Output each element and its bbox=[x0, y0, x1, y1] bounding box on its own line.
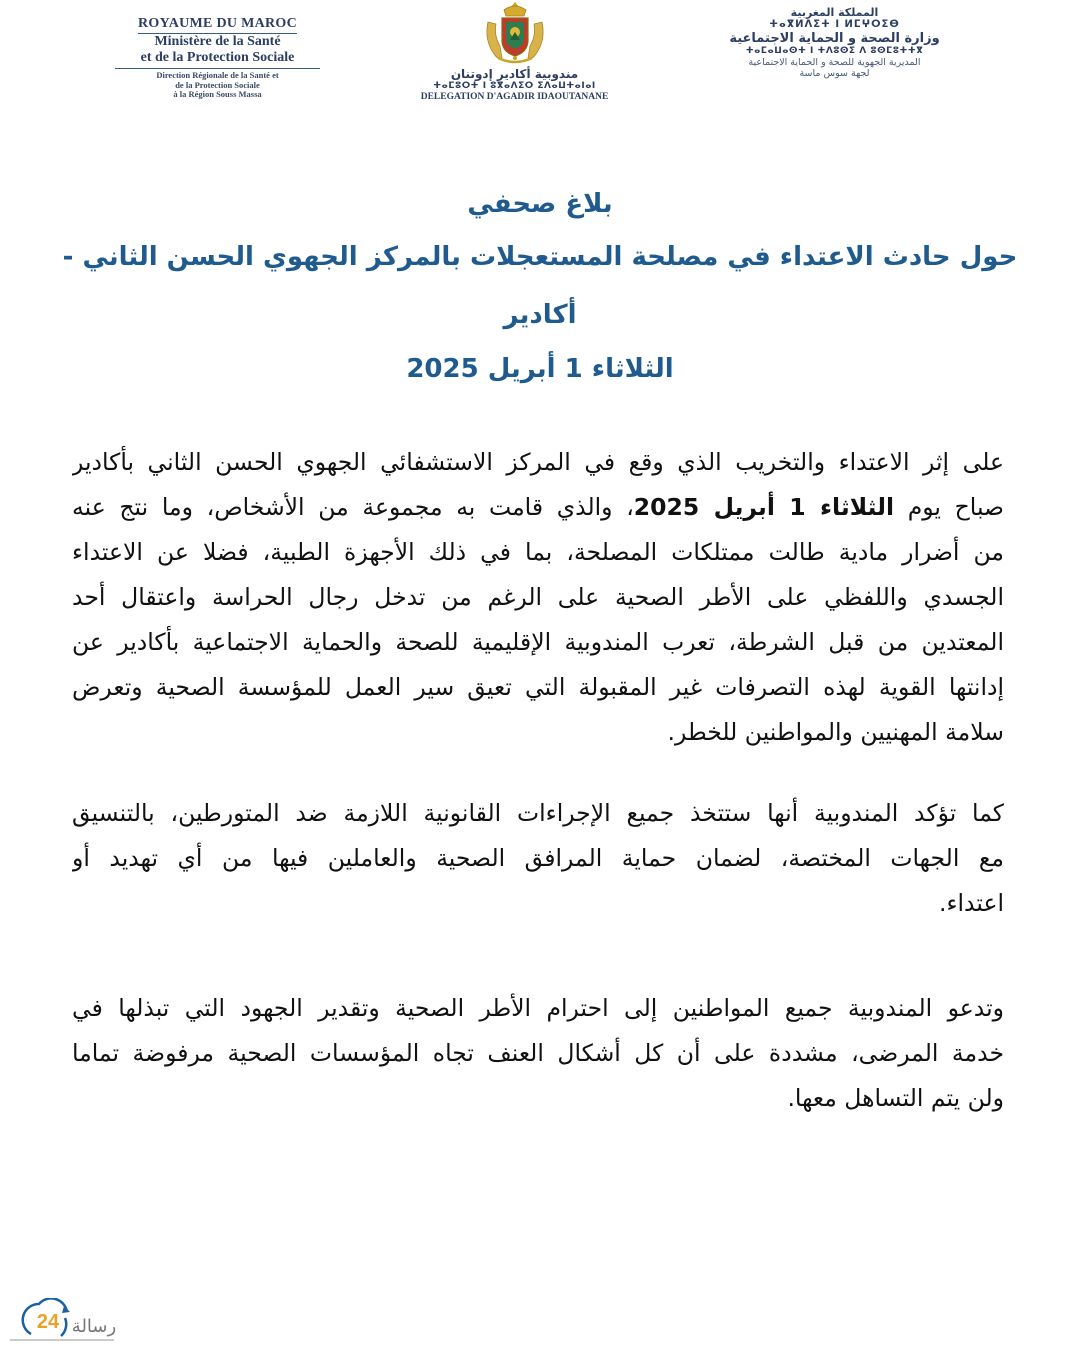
kingdom-label: ROYAUME DU MAROC bbox=[138, 16, 297, 34]
delegation-arabic-name: مندوبية أكادير إدوتنان bbox=[450, 67, 579, 81]
press-release-subject: حول حادث الاعتداء في مصلحة المستعجلات بالمركز الجهوي الحسن الثاني - أكادير bbox=[62, 242, 1018, 330]
paragraph-3 bbox=[72, 986, 1004, 1121]
paragraph-line: الجسدي واللفظي على الأطر الصحية على الرغم من تدخل رجال الحراسة واعتقال أحد bbox=[72, 583, 1004, 611]
ministry-tifinagh-label: ⵜⴰⵎⴰⵡⴰⵙⵜ ⵏ ⵜⴷⵓⵙⵉ ⴷ ⵓⵙⵎⵓⵜⵜⴳ bbox=[745, 46, 924, 56]
letterhead-arabic-block bbox=[722, 6, 947, 79]
paragraph-1 bbox=[72, 440, 1004, 755]
region-arabic-label: لجهة سوس ماسة bbox=[799, 68, 870, 79]
regional-direction-arabic-label: المديرية الجهوية للصحة و الحماية الاجتماعية bbox=[748, 57, 921, 68]
watermark-number: 24 bbox=[36, 1311, 60, 1333]
letterhead-french-block bbox=[105, 14, 330, 100]
delegation-french-name: DELEGATION D'AGADIR IDAOUTANANE bbox=[420, 92, 609, 102]
regional-direction-line3: à la Région Souss Massa bbox=[173, 89, 262, 99]
text-run: صباح يوم bbox=[907, 493, 1004, 521]
letterhead bbox=[0, 0, 1080, 110]
paragraph-line: من أضرار مادية طالت ممتلكات المصلحة، بما في ذلك الأجهزة الطبية، فضلا عن الاعتداء bbox=[72, 538, 1004, 566]
paragraph-line: اعتداء. bbox=[938, 889, 1004, 917]
regional-direction-label bbox=[115, 68, 320, 100]
regional-direction-line2: de la Protection Sociale bbox=[175, 79, 260, 90]
paragraph-line: كما تؤكد المندوبية أنها ستتخذ جميع الإجراءات القانونية اللازمة ضد المتورطين، بالتنسيق bbox=[72, 799, 1004, 827]
ministry-label-line1: Ministère de la Santé bbox=[154, 34, 281, 49]
press-release-titles bbox=[60, 180, 1020, 394]
paragraph-line bbox=[72, 485, 1004, 530]
regional-direction-line1: Direction Régionale de la Santé et bbox=[156, 70, 279, 80]
ministry-label-line2: et de la Protection Sociale bbox=[140, 50, 295, 65]
paragraph-line: إدانتها القوية لهذه التصرفات غير المقبولة التي تعيق سير العمل للمؤسسة الصحية وتعرض bbox=[72, 673, 1004, 701]
text-run: ، والذي قامت به مجموعة من الأشخاص، وما نتج عنه bbox=[72, 493, 634, 521]
watermark-text: رسالة bbox=[71, 1316, 117, 1337]
paragraph-line: خدمة المرضى، مشددة على أن كل أشكال العنف تجاه المؤسسات الصحية مرفوضة تماما bbox=[72, 1039, 1004, 1067]
paragraph-line: مع الجهات المختصة، لضمان حماية المرافق الصحية والعاملين فيها من أي تهديد أو bbox=[72, 844, 1004, 872]
kingdom-arabic-label: المملكة المغربية bbox=[790, 6, 879, 19]
letterhead-center-block bbox=[392, 0, 637, 103]
paragraph-line: على إثر الاعتداء والتخريب الذي وقع في المركز الاستشفائي الجهوي الحسن الثاني بأكادير bbox=[72, 448, 1004, 476]
bold-date-run: الثلاثاء 1 أبريل 2025 bbox=[633, 493, 895, 521]
watermark-logo-icon bbox=[6, 1298, 118, 1344]
press-release-date: الثلاثاء 1 أبريل 2025 bbox=[406, 354, 674, 384]
paragraph-2 bbox=[72, 791, 1004, 926]
delegation-tifinagh-name: ⵜⴰⵎⵓⵔⵜ ⵏ ⵓⴳⴰⴷⵉⵔ ⵉⴷⴰⵡⵜⴰⵏⴰⵏ bbox=[433, 81, 596, 91]
paragraph-line: وتدعو المندوبية جميع المواطنين إلى احترام الأطر الصحية وتقدير الجهود التي تبذلها في bbox=[72, 994, 1004, 1022]
kingdom-tifinagh-label: ⵜⴰⴳⵍⴷⵉⵜ ⵏ ⵍⵎⵖⵔⵉⴱ bbox=[769, 19, 900, 30]
royal-coat-of-arms-icon bbox=[480, 0, 550, 68]
ministry-arabic-label: وزارة الصحة و الحماية الاجتماعية bbox=[729, 31, 940, 46]
paragraph-line: ولن يتم التساهل معها. bbox=[787, 1084, 1004, 1112]
paragraph-line: سلامة المهنيين والمواطنين للخطر. bbox=[667, 718, 1004, 746]
press-release-body bbox=[72, 440, 1004, 1121]
press-release-heading: بلاغ صحفي bbox=[467, 189, 613, 219]
paragraph-line: المعتدين من قبل الشرطة، تعرب المندوبية الإقليمية للصحة والحماية الاجتماعية بأكادير عن bbox=[72, 628, 1004, 656]
